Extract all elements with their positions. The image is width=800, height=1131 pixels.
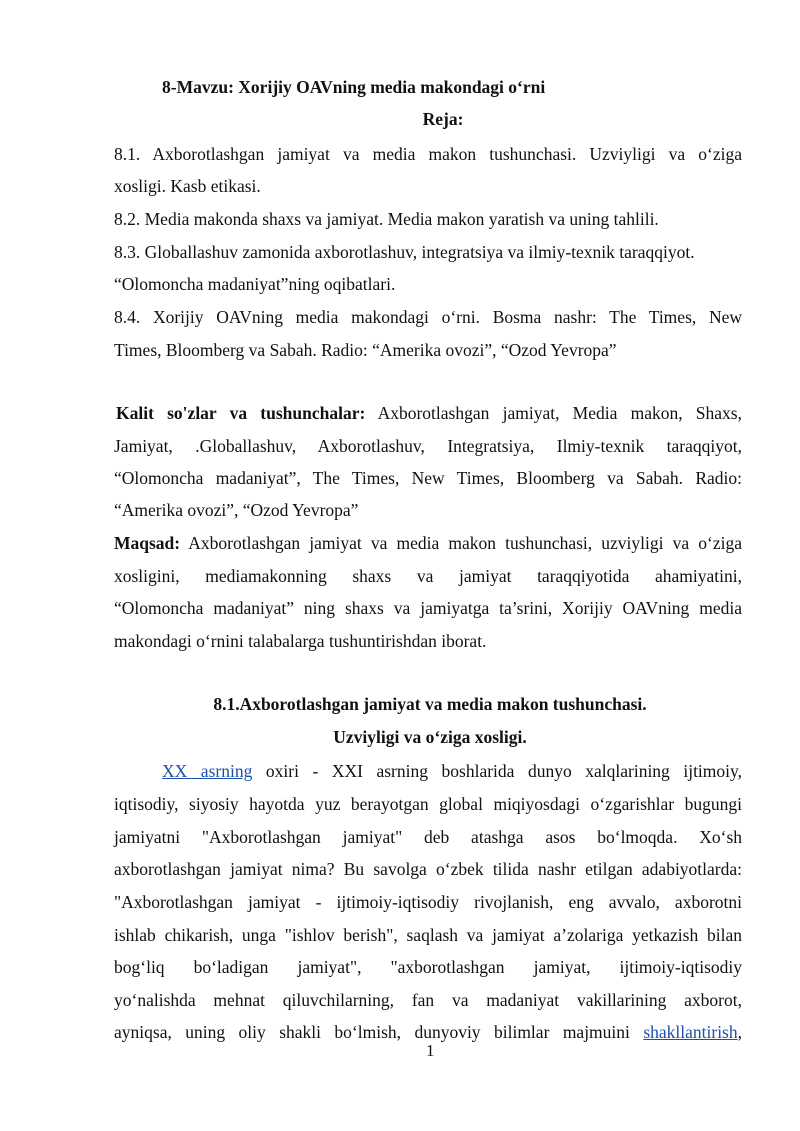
keywords-text: Axborotlashgan jamiyat, Media makon, Shaxs, [377,403,742,423]
keywords-label: Kalit so'zlar va tushunchalar: [116,403,366,423]
plan-line: 8.1. Axborotlashgan jamiyat va media makon tushunchasi. Uzviyligi va o‘ziga [114,144,742,164]
goal-line [114,532,742,554]
keywords-line: “Amerika ovozi”, “Ozod Yevropa” [114,500,359,520]
plan-line: “Olomoncha madaniyat”ning oqibatlari. [114,274,396,294]
shakllantirish-link[interactable]: shakllantirish [643,1022,738,1042]
plan-line: 8.2. Media makonda shaxs va jamiyat. Media makon yaratish va uning tahlili. [114,209,659,229]
plan-line: Times, Bloomberg va Sabah. Radio: “Amerika ovozi”, “Ozod Yevropa” [114,340,617,360]
section-subheading: Uzviyligi va o‘ziga xosligi. [333,727,527,747]
section-heading: 8.1.Axborotlashgan jamiyat va media makon tushunchasi. [213,694,647,714]
paragraph-punct: , [737,1022,742,1042]
paragraph-line: "Axborotlashgan jamiyat - ijtimoiy-iqtisodiy rivojlanish, eng avvalo, axborotni [114,892,742,912]
goal-label: Maqsad: [114,533,181,553]
goal-line: makondagi o‘rnini talabalarga tushuntirishdan iborat. [114,631,487,651]
paragraph-line: bog‘liq bo‘ladigan jamiyat", "axborotlashgan jamiyat, ijtimoiy-iqtisodiy [114,957,742,977]
paragraph-line: axborotlashgan jamiyat nima? Bu savolga o‘zbek tilida nashr etilgan adabiyotlarda: [114,859,742,879]
paragraph-line: yo‘nalishda mehnat qiluvchilarning, fan va madaniyat vakillarining axborot, [114,990,742,1010]
xx-century-link[interactable]: XX asrning [162,761,253,781]
paragraph-text: ayniqsa, uning oliy shakli bo‘lmish, dunyoviy bilimlar majmuini [114,1022,644,1042]
page-title: 8-Mavzu: Xorijiy OAVning media makondagi o‘rni [162,77,546,97]
page-number: 1 [426,1041,435,1060]
plan-heading: Reja: [422,109,464,129]
goal-text: Axborotlashgan jamiyat va media makon tushunchasi, uzviyligi va o‘ziga [188,533,742,553]
keywords-line: Jamiyat, .Globallashuv, Axborotlashuv, Integratsiya, Ilmiy-texnik taraqqiyot, [114,436,742,456]
paragraph-line: ishlab chikarish, unga "ishlov berish", saqlash va jamiyat a’zolariga yetkazish bilan [114,925,742,945]
plan-line: 8.3. Globallashuv zamonida axborotlashuv, integratsiya va ilmiy-texnik taraqqiyot. [114,242,695,262]
paragraph-line [114,1021,742,1043]
goal-line: xosligini, mediamakonning shaxs va jamiyat taraqqiyotida ahamiyatini, [114,566,742,586]
paragraph-text: oxiri - XXI asrning boshlarida dunyo xalqlarining ijtimoiy, [252,761,743,781]
paragraph-line [162,760,742,782]
paragraph-line: jamiyatni "Axborotlashgan jamiyat" deb atashga asos bo‘lmoqda. Xo‘sh [114,827,742,847]
goal-line: “Olomoncha madaniyat” ning shaxs va jamiyatga ta’srini, Xorijiy OAVning media [114,598,742,618]
plan-line: xosligi. Kasb etikasi. [114,176,261,196]
plan-line: 8.4. Xorijiy OAVning media makondagi o‘rni. Bosma nashr: The Times, New [114,307,742,327]
keywords-line: “Olomoncha madaniyat”, The Times, New Times, Bloomberg va Sabah. Radio: [114,468,742,488]
keywords-line [116,402,742,424]
paragraph-line: iqtisodiy, siyosiy hayotda yuz berayotgan global miqiyosdagi o‘zgarishlar bugungi [114,794,742,814]
